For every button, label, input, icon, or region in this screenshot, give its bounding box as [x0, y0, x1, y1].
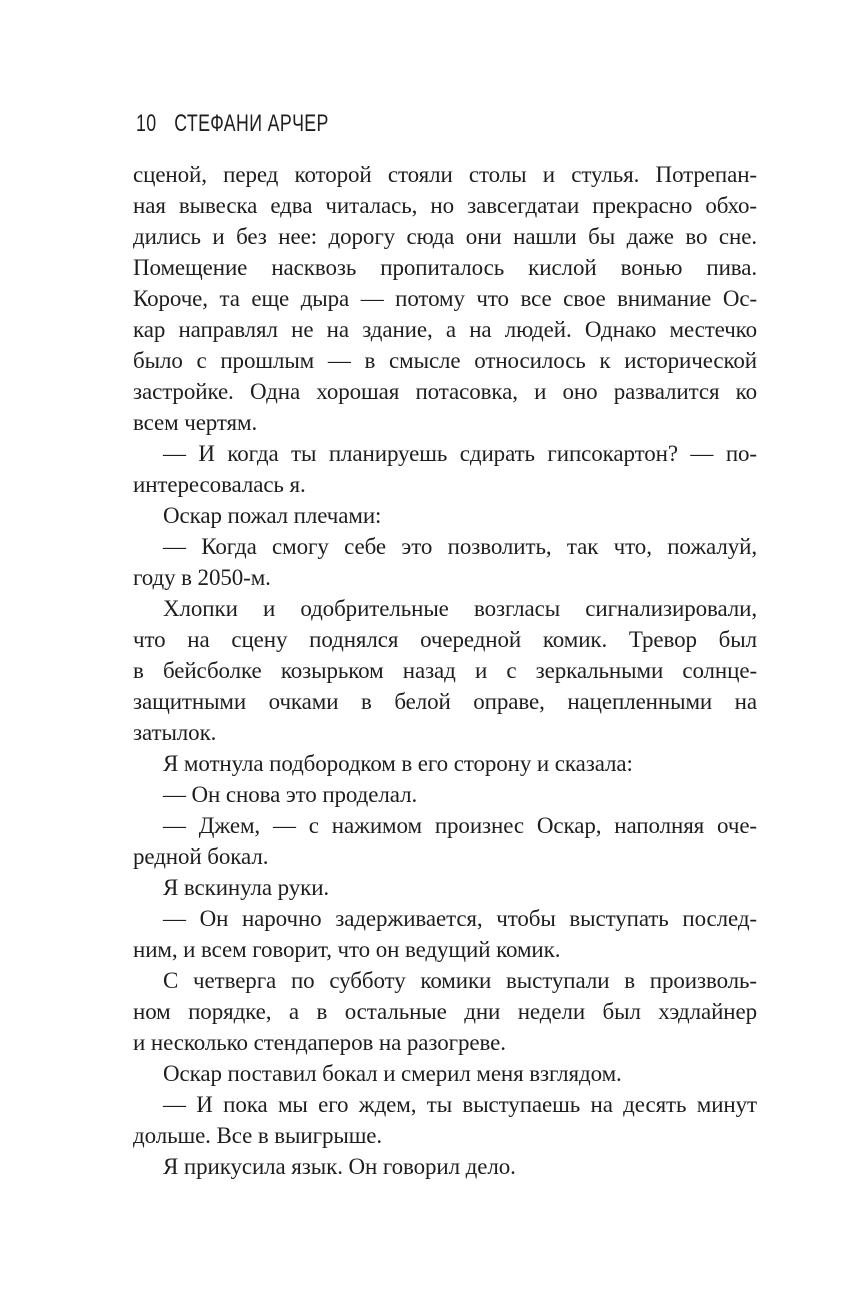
text-line: кар направлял не на здание, а на людей. Однако местечко — [133, 317, 757, 342]
text-line: ном порядке, а в остальные дни недели был хэдлайнер — [133, 999, 757, 1024]
text-line: Короче, та еще дыра — потому что все свое внимание Ос- — [133, 286, 757, 311]
text-line: застройке. Одна хорошая потасовка, и оно развалится ко — [133, 379, 757, 404]
text-line: ная вывеска едва читалась, но завсегдатаи прекрасно обхо- — [133, 193, 757, 218]
text-line: Я мотнула подбородком в его сторону и сказала: — [163, 751, 633, 776]
text-line: — И когда ты планируешь сдирать гипсокартон? — по- — [163, 441, 757, 466]
text-line: — Он нарочно задерживается, чтобы выступать послед- — [163, 906, 757, 931]
text-line: редной бокал. — [133, 844, 269, 869]
text-line: — Когда смогу себе это позволить, так что, пожалуй, — [163, 534, 757, 559]
text-line: затылок. — [133, 720, 217, 745]
text-line: Оскар пожал плечами: — [163, 503, 382, 528]
text-line: году в 2050-м. — [133, 565, 271, 590]
text-line: и несколько стендаперов на разогреве. — [133, 1030, 506, 1055]
page-number: 10 — [136, 110, 157, 137]
text-line: Оскар поставил бокал и смерил меня взглядом. — [163, 1061, 622, 1086]
text-line: сценой, перед которой стояли столы и стулья. Потрепан- — [133, 162, 757, 187]
text-line: всем чертям. — [133, 410, 258, 435]
text-line: — Он снова это проделал. — [163, 782, 418, 807]
text-line: — И пока мы его ждем, ты выступаешь на десять минут — [163, 1092, 757, 1117]
text-line: дольше. Все в выигрыше. — [133, 1123, 383, 1148]
text-line: Я прикусила язык. Он говорил дело. — [163, 1154, 516, 1179]
text-line: защитными очками в белой оправе, нацепленными на — [133, 689, 757, 714]
text-line: Я вскинула руки. — [163, 875, 330, 900]
text-line: в бейсболке козырьком назад и с зеркальными солнце- — [133, 658, 757, 683]
text-line: — Джем, — с нажимом произнес Оскар, наполняя оче- — [163, 813, 757, 838]
running-head-author: СТЕФАНИ АРЧЕР — [174, 110, 329, 137]
text-line: Помещение насквозь пропиталось кислой вонью пива. — [133, 255, 757, 280]
text-line: Хлопки и одобрительные возгласы сигнализировали, — [163, 596, 757, 621]
text-line: С четверга по субботу комики выступали в произволь- — [163, 968, 757, 993]
text-line: было с прошлым — в смысле относилось к исторической — [133, 348, 757, 373]
page-header — [136, 110, 329, 138]
page-body — [133, 159, 757, 1182]
text-line: интересовалась я. — [133, 472, 306, 497]
text-line: ним, и всем говорит, что он ведущий комик. — [133, 937, 561, 962]
text-line: что на сцену поднялся очередной комик. Тревор был — [133, 627, 757, 652]
text-line: дились и без нее: дорогу сюда они нашли бы даже во сне. — [133, 224, 757, 249]
